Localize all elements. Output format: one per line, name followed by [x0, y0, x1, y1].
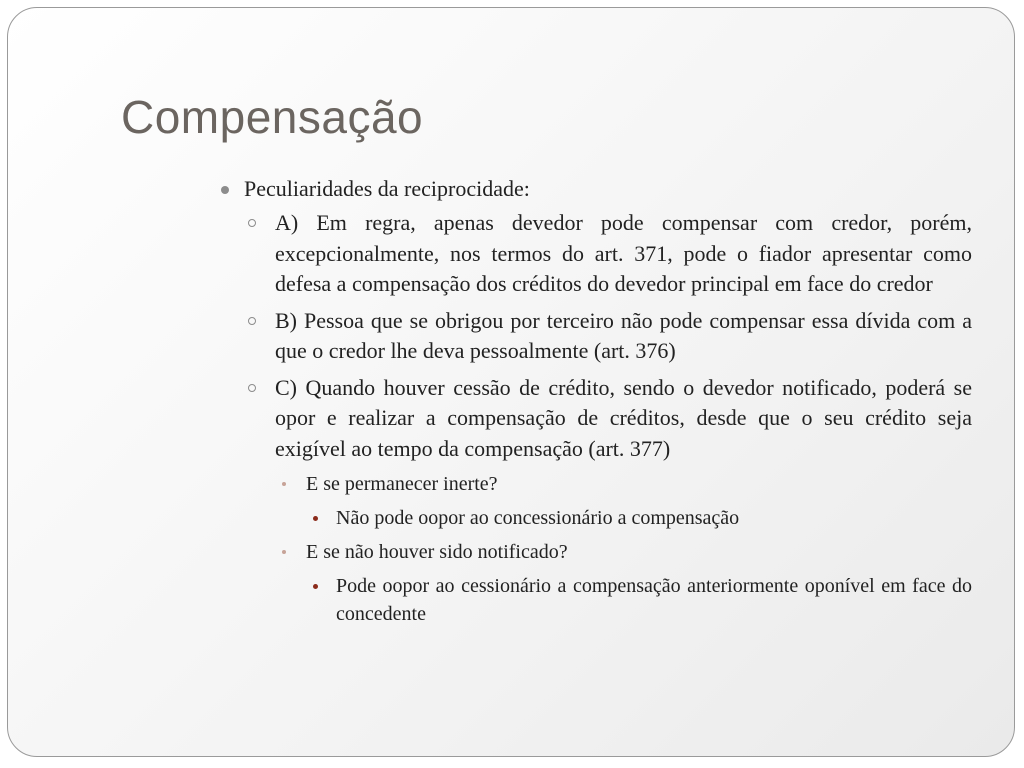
bullet-text: A) Em regra, apenas devedor pode compensar com credor, porém, excepcionalmente, nos termos do art. 371, pode o fiador apresentar como defesa a compensação dos créditos do devedor principal em face do credor — [275, 210, 972, 296]
bullet-level2 — [216, 208, 972, 300]
ring-bullet-icon — [248, 384, 256, 392]
slide-title: Compensação — [121, 91, 424, 143]
bullet-level3 — [216, 538, 972, 566]
round-bullet-icon — [221, 186, 229, 194]
slide — [7, 7, 1015, 757]
bullet-text: Não pode oopor ao concessionário a compensação — [336, 507, 740, 529]
bullet-text: Peculiaridades da reciprocidade: — [244, 176, 530, 201]
bullet-level4 — [216, 504, 972, 532]
small-bullet-icon — [282, 482, 286, 486]
small-bullet-icon — [313, 584, 318, 589]
ring-bullet-icon — [248, 219, 256, 227]
bullet-level1 — [216, 174, 972, 204]
slide-content — [216, 174, 972, 634]
small-bullet-icon — [313, 516, 318, 521]
small-bullet-icon — [282, 550, 286, 554]
bullet-level4 — [216, 572, 972, 628]
bullet-text: E se permanecer inerte? — [306, 473, 498, 495]
bullet-text: E se não houver sido notificado? — [306, 541, 568, 563]
bullet-level3 — [216, 470, 972, 498]
ring-bullet-icon — [248, 317, 256, 325]
bullet-text: C) Quando houver cessão de crédito, sendo o devedor notificado, poderá se opor e realizar a compensação de créditos, desde que o seu crédito seja exigível ao tempo da compensação (art. 377) — [275, 374, 972, 461]
bullet-level2 — [216, 306, 972, 367]
bullet-text: B) Pessoa que se obrigou por terceiro não pode compensar essa dívida com a que o credor lhe deva pessoalmente (art. 376) — [275, 307, 972, 363]
bullet-level2 — [216, 373, 972, 465]
bullet-text: Pode oopor ao cessionário a compensação anteriormente oponível em face do concedente — [336, 575, 972, 625]
